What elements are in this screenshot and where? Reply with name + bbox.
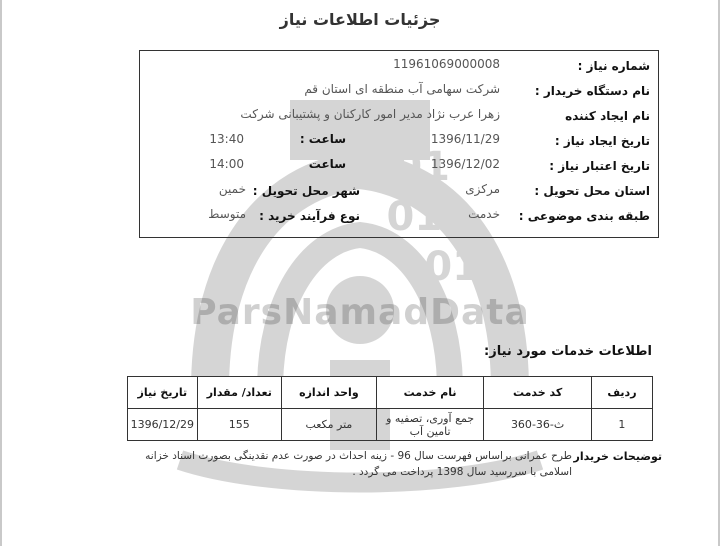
header-service-code: کد خدمت <box>484 377 592 409</box>
category-label: طبقه بندی موضوعی : <box>518 209 650 223</box>
purchase-type-label: نوع فرآیند خرید : <box>259 209 360 223</box>
created-date-row <box>555 134 650 154</box>
created-time-label: ساعت : <box>299 132 346 146</box>
need-info-box <box>139 50 659 238</box>
category-value: خدمت <box>468 207 500 221</box>
header-service-name: نام خدمت <box>376 377 484 409</box>
header-unit: واحد اندازه <box>281 377 376 409</box>
buyer-org-row <box>535 84 650 104</box>
svg-text:01: 01 <box>424 244 480 290</box>
city-label-wrap <box>253 184 360 204</box>
city-value-wrap <box>219 182 246 202</box>
services-table-header-row <box>128 377 653 409</box>
validity-date-value: 1396/12/02 <box>430 157 500 171</box>
need-number-value: 11961069000008 <box>393 57 500 71</box>
cell-service-code: ث-36-360 <box>484 409 592 441</box>
svg-text:001: 001 <box>366 144 450 190</box>
creator-value-wrap <box>240 107 500 127</box>
province-value-wrap <box>465 182 500 202</box>
validity-date-label: تاریخ اعتبار نیاز : <box>549 159 650 173</box>
buyer-org-label: نام دستگاه خریدار : <box>534 84 650 98</box>
header-quantity: تعداد/ مقدار <box>197 377 281 409</box>
cell-quantity: 155 <box>197 409 281 441</box>
validity-time-value: 14:00 <box>209 157 244 171</box>
need-number-label: شماره نیاز : <box>577 59 650 73</box>
created-date-label: تاریخ ایجاد نیاز : <box>554 134 650 148</box>
purchase-type-value-wrap <box>208 207 246 227</box>
table-row <box>128 409 653 441</box>
buyer-org-value: شرکت سهامی آب منطقه ای استان قم <box>304 82 500 96</box>
purchase-type-label-wrap <box>259 209 360 229</box>
validity-date-row <box>549 159 650 179</box>
creator-value: زهرا عرب نژاد مدیر امور کارکنان و پشتیبانی شرکت <box>240 107 500 121</box>
buyer-notes-text: طرح عمرانی براساس فهرست سال 96 - زینه احداث در صورت عدم نقدینگی بصورت اسناد خزانه اسلامی با سررسید سال 1398 پرداخت می گردد . <box>145 450 572 478</box>
purchase-type-value: متوسط <box>208 207 246 221</box>
cell-service-name: جمع آوری، تصفیه و تامین آب <box>376 409 484 441</box>
cell-row-number: 1 <box>591 409 652 441</box>
city-value: خمین <box>218 182 246 196</box>
province-row <box>534 184 650 204</box>
need-number-value-wrap <box>393 57 500 77</box>
category-row <box>519 209 650 229</box>
services-table <box>127 376 653 441</box>
validity-date-value-wrap <box>431 157 500 177</box>
buyer-notes-label: توضیحات خریدار <box>573 450 662 463</box>
header-need-date: تاریخ نیاز <box>128 377 198 409</box>
created-date-value: 1396/11/29 <box>430 132 500 146</box>
province-value: مرکزی <box>465 182 500 196</box>
cell-unit: متر مکعب <box>281 409 376 441</box>
buyer-org-value-wrap <box>304 82 500 102</box>
province-label: استان محل تحویل : <box>534 184 650 198</box>
created-time-label-wrap <box>300 132 346 152</box>
validity-time-label-wrap <box>309 157 346 177</box>
creator-label: نام ایجاد کننده <box>565 109 650 123</box>
validity-time-label: ساعت <box>308 157 346 171</box>
creator-row <box>565 109 650 129</box>
city-label: شهر محل تحویل : <box>252 184 360 198</box>
cell-need-date: 1396/12/29 <box>128 409 198 441</box>
created-time-value: 13:40 <box>209 132 244 146</box>
created-time-value-wrap <box>209 132 244 152</box>
header-row-number: ردیف <box>591 377 652 409</box>
watermark-text: ParsNamadData <box>190 292 530 333</box>
page-border-left <box>0 0 2 546</box>
page-title: جزئیات اطلاعات نیاز <box>279 10 441 29</box>
category-value-wrap <box>468 207 500 227</box>
validity-time-value-wrap <box>209 157 244 177</box>
need-number-row <box>578 59 650 79</box>
created-date-value-wrap <box>431 132 500 152</box>
svg-text:010: 010 <box>386 194 470 240</box>
services-section-title: اطلاعات خدمات مورد نیاز: <box>484 344 652 359</box>
